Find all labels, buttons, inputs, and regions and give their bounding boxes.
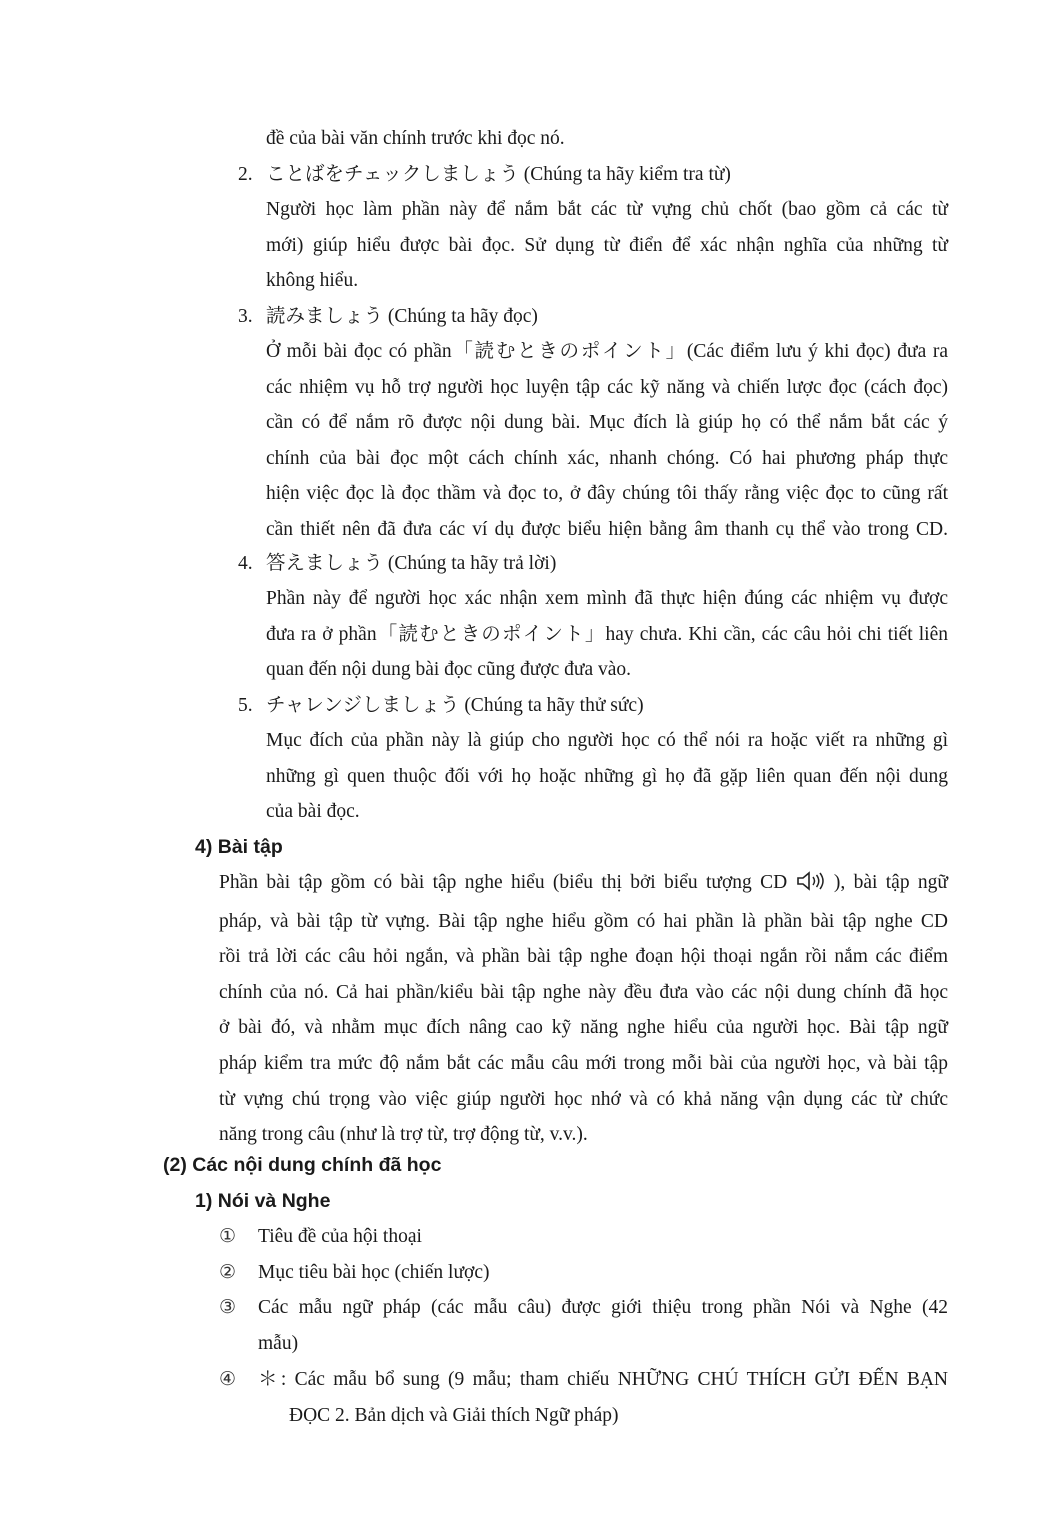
body-line: ở bài đó, và nhằm mục đích nâng cao kỹ năng nghe hiểu của người học. Bài tập ngữ [219,1017,948,1039]
body-line: Ở mỗi bài đọc có phần「読むときのポイント」(Các điểm lưu ý khi đọc) đưa ra [266,341,948,362]
body-line: Phần này để người học xác nhận xem mình đã thực hiện đúng các nhiệm vụ được [266,588,948,609]
step-title: チャレンジしましょう (Chúng ta hãy thử sức) [266,695,644,716]
list-item: Mục tiêu bài học (chiến lược) [258,1262,490,1283]
body-line: mới) giúp hiểu được bài đọc. Sử dụng từ điển để xác nhận nghĩa của những từ [266,234,948,256]
body-line: pháp kiểm tra mức độ nắm bắt các mẫu câu mới trong mỗi bài của người học, và bài tập [219,1052,948,1074]
subsection-heading: 1) Nói và Nghe [195,1190,331,1212]
list-marker: ① [219,1226,237,1247]
intro-tail: đề của bài văn chính trước khi đọc nó. [266,128,565,149]
list-marker: ② [219,1262,237,1283]
list-marker: ③ [219,1297,237,1318]
list-item [258,1290,948,1361]
body-line: năng trong câu (như là trợ từ, trợ động từ, v.v.). [219,1124,588,1146]
body-line: không hiểu. [266,270,359,292]
speaker-icon [796,868,826,904]
step-body [266,192,948,299]
body-line: cần có để nắm rõ được nội dung bài. Mục đích là giúp họ có thể nắm bắt các ý [266,412,948,434]
step-body [266,723,948,830]
body-line: rồi trả lời các câu hỏi ngắn, và phần bài tập nghe đoạn hội thoại ngắn rồi nắm các điểm [219,946,948,968]
list-item-line: ＊: Các mẫu bổ sung (9 mẫu; tham chiếu NHỮNG CHÚ THÍCH GỬI ĐẾN BẠN [258,1369,948,1390]
step-title: 答えましょう (Chúng ta hãy trả lời) [266,553,557,574]
list-item [258,1362,948,1433]
body-text: ), bài tập ngữ [833,872,948,893]
step-title: ことばをチェックしましょう (Chúng ta hãy kiểm tra từ) [266,164,731,185]
body-line: từ vựng chú trọng vào việc giúp người học nhớ và có khả năng vận dụng các từ chức [219,1088,948,1110]
body-line-first [219,865,948,904]
body-text: Phần bài tập gồm có bài tập nghe hiểu (biểu thị bởi biểu tượng CD [219,872,788,893]
section-heading: (2) Các nội dung chính đã học [163,1154,442,1176]
body-line: pháp, và bài tập từ vựng. Bài tập nghe hiểu gồm có hai phần là phần bài tập nghe CD [219,910,948,932]
step-body [266,334,948,548]
step-number: 3. [238,306,253,327]
body-line: chính của nó. Cả hai phần/kiểu bài tập nghe này đều đưa vào các nội dung chính đã học [219,981,948,1003]
list-marker: ④ [219,1369,237,1390]
body-line: đưa ra ở phần「読むときのポイント」hay chưa. Khi cần, các câu hỏi chi tiết liên [266,623,948,645]
body-line: những gì quen thuộc đối với họ hoặc những gì họ đã gặp liên quan đến nội dung [266,765,948,787]
step-title: 読みましょう (Chúng ta hãy đọc) [266,306,538,327]
list-item-line: mẫu) [258,1332,299,1354]
step-number: 4. [238,553,253,574]
body-line: Mục đích của phần này là giúp cho người học có thể nói ra hoặc viết ra những gì [266,730,948,751]
section-body [219,865,948,1153]
step-number: 5. [238,695,253,716]
list-item-line: ĐỌC 2. Bản dịch và Giải thích Ngữ pháp) [289,1404,619,1426]
body-line: của bài đọc. [266,801,360,823]
body-line: quan đến nội dung bài đọc cũng được đưa vào. [266,659,632,681]
list-item-line: Các mẫu ngữ pháp (các mẫu câu) được giới thiệu trong phần Nói và Nghe (42 [258,1297,948,1318]
body-line: Người học làm phần này để nắm bắt các từ vựng chủ chốt (bao gồm cả các từ [266,199,948,220]
list-item: Tiêu đề của hội thoại [258,1226,422,1247]
step-number: 2. [238,164,253,185]
body-line: các nhiệm vụ hỗ trợ người học luyện tập các kỹ năng và chiến lược đọc (cách đọc) [266,376,948,398]
body-line: chính của bài đọc một cách chính xác, nhanh chóng. Có hai phương pháp thực [266,447,948,469]
body-line: cần thiết nên đã đưa các ví dụ được biểu hiện bằng âm thanh cụ thể vào trong CD. [266,518,948,540]
section-heading: 4) Bài tập [195,836,283,858]
step-body [266,581,948,688]
body-line: hiện việc đọc là đọc thầm và đọc to, ở đây chúng tôi thấy rằng việc đọc to cũng rất [266,483,948,505]
